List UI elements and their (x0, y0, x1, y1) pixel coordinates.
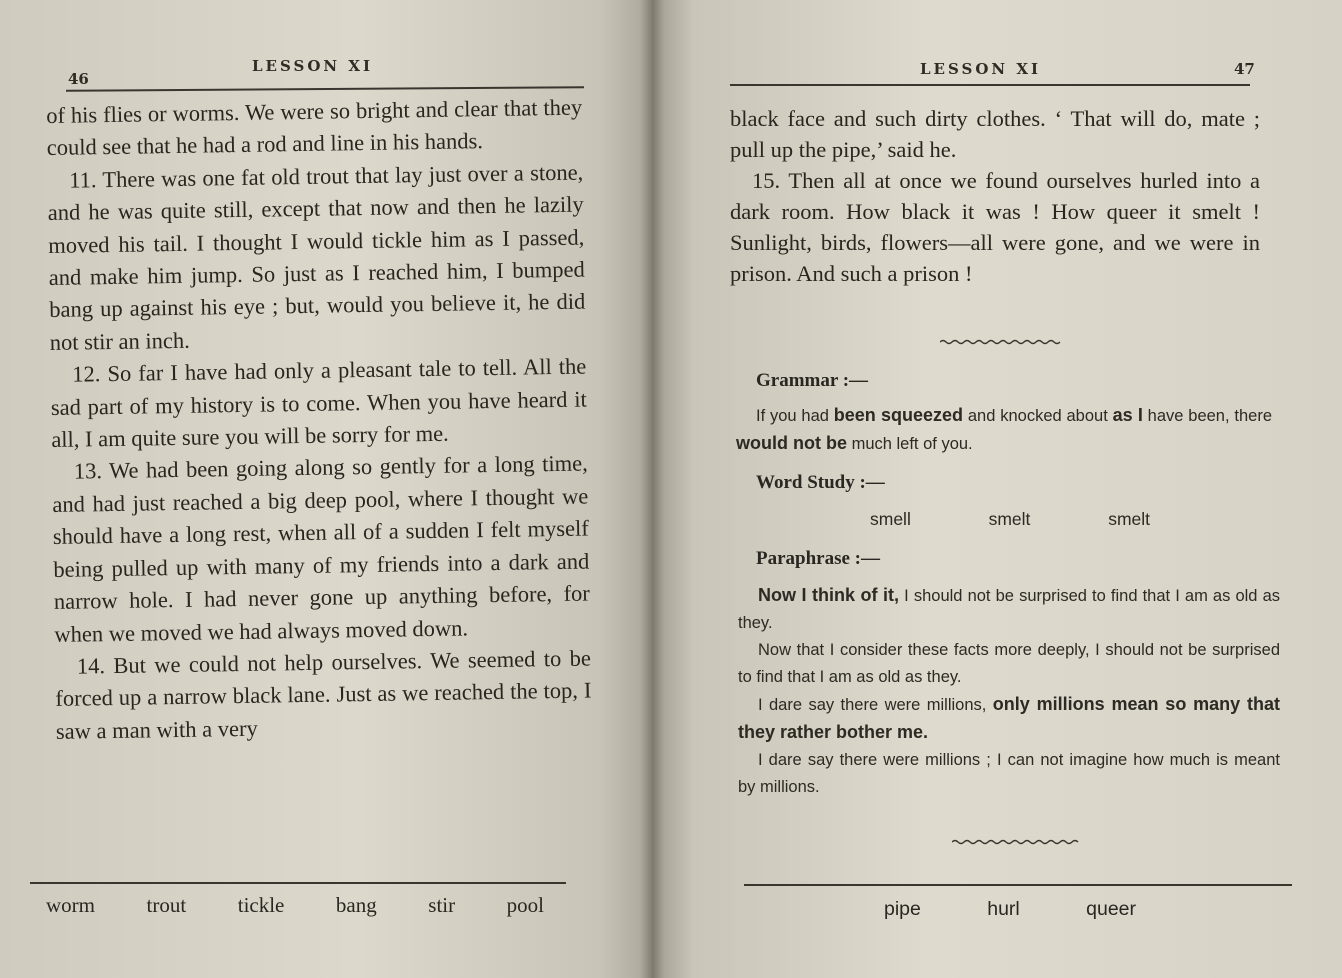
footer-word: queer (1086, 898, 1136, 920)
footer-word: pool (506, 893, 544, 917)
paraphrase-heading: Paraphrase :— (756, 548, 881, 569)
footer-word: hurl (987, 898, 1020, 920)
paragraph-14: 14. But we could not help ourselves. We seemed to be forced up a narrow black lane. Just as we reached the top, I saw a man with a very (55, 645, 592, 744)
right-body-text (730, 103, 1260, 289)
left-body-text (46, 92, 592, 748)
ornament-squiggle (952, 838, 1082, 846)
footer-word: tickle (237, 893, 285, 917)
paraphrase-line-2: Now that I consider these facts more deeply, I should not be surprised to find that I am as old as they. (738, 641, 1280, 686)
paragraph-13: 13. We had been going along so gently for a long time, and had just reached a big deep pool, where I thought we should have a long rest, when all of a sudden I felt myself being pulled up with many of my friends into a dark and narrow hole. I had never gone up anything before, for when we moved we had always moved down. (52, 451, 591, 647)
footer-word: pipe (884, 898, 921, 920)
right-page-number: 47 (1234, 60, 1255, 78)
paraphrase-line-3: I dare say there were millions, only millions mean so many that they rather bother me. (738, 694, 1280, 742)
grammar-sentence: If you had been squeezed and knocked about as I have been, there would not be much left of you. (736, 405, 1272, 453)
book-gutter (640, 0, 664, 978)
word-study-word: smelt (1108, 509, 1150, 529)
word-study-words (870, 509, 1150, 530)
word-study-word: smelt (988, 509, 1031, 529)
right-footer-rule (744, 884, 1292, 886)
left-footer-words (46, 893, 544, 918)
word-study-heading: Word Study :— (756, 472, 885, 493)
paraphrase-line-4: I dare say there were millions ; I can not imagine how much is meant by millions. (738, 751, 1280, 796)
right-header-rule (730, 84, 1250, 86)
left-page (0, 0, 652, 978)
paragraph-15: 15. Then all at once we found ourselves hurled into a dark room. How black it was ! How queer it smelt ! Sunlight, birds, flowers—all were gone, and we were in prison. And such a prison ! (730, 168, 1260, 286)
footer-word: stir (428, 893, 456, 917)
left-header-rule (66, 86, 584, 92)
ornament-squiggle (940, 338, 1062, 346)
right-footer-words (884, 898, 1136, 921)
footer-word: trout (146, 893, 187, 917)
paragraph-12: 12. So far I have had only a pleasant tale to tell. All the sad part of my history is to come. When you have heard it all, I am quite sure you will be sorry for me. (50, 353, 587, 453)
footer-word: bang (335, 893, 377, 917)
word-study-word: smell (870, 509, 911, 529)
paragraph-11: 11. There was one fat old trout that lay just over a stone, and he was quite still, except that now and then he lazily moved his tail. I thought I would tickle him as I passed, and make him jump. So just as I reached him, I bumped bang up against his eye ; but, would you believe it, he did not stir an inch. (47, 159, 586, 355)
grammar-heading: Grammar :— (756, 370, 869, 391)
paragraph-continued: of his flies or worms. We were so bright and clear that they could see that he had a rod and line in his hands. (46, 94, 583, 161)
left-page-number: 46 (68, 70, 89, 88)
footer-word: worm (46, 893, 95, 917)
left-running-head: LESSON XI (252, 57, 373, 75)
paraphrase-line-1: Now I think of it, I should not be surprised to find that I am as old as they. (738, 585, 1281, 632)
left-footer-rule (30, 882, 566, 884)
paraphrase-body (738, 582, 1280, 801)
right-running-head: LESSON XI (920, 60, 1041, 78)
right-page (652, 0, 1342, 978)
paragraph-continued: black face and such dirty clothes. ‘ That will do, mate ; pull up the pipe,’ said he. (730, 106, 1260, 162)
